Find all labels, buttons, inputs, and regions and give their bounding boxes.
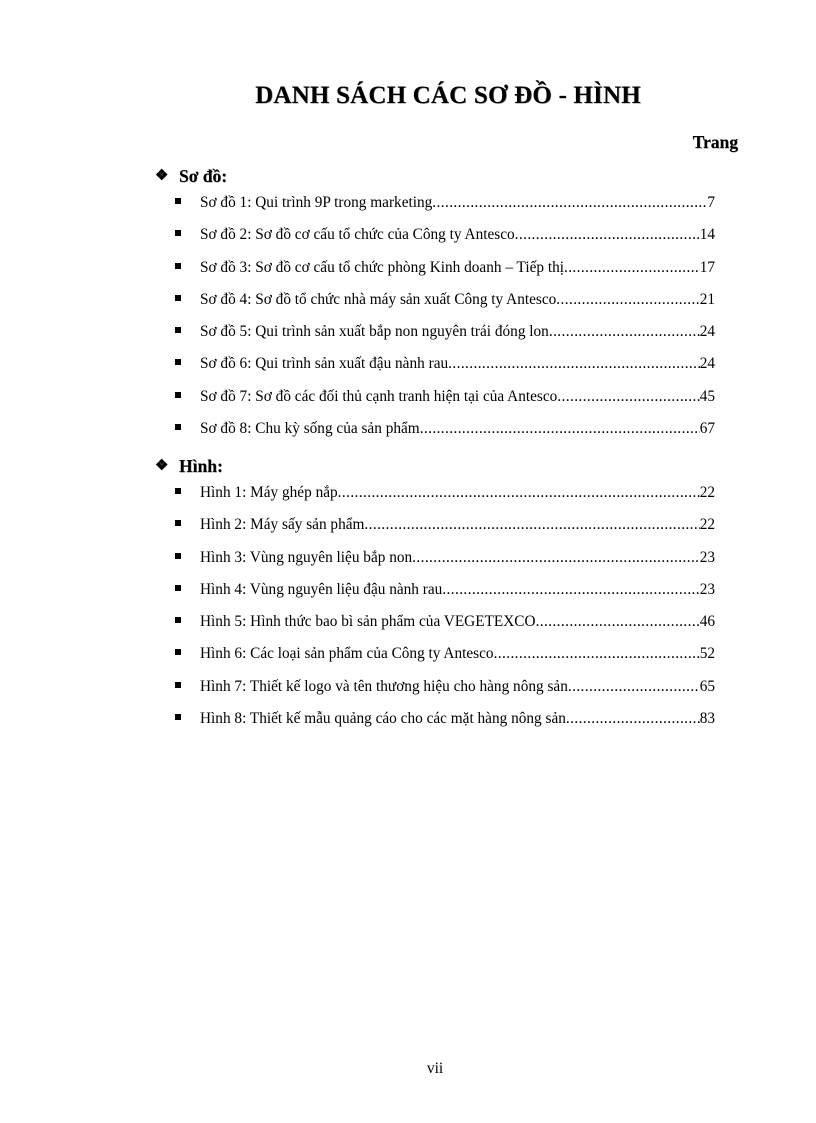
dot-leader <box>494 645 700 663</box>
square-bullet-icon <box>175 359 181 365</box>
square-bullet-icon <box>175 198 181 204</box>
entry-page-number: 24 <box>699 323 715 341</box>
list-item[interactable] <box>175 678 715 710</box>
square-bullet-icon <box>175 714 181 720</box>
entry-page-number: 22 <box>699 484 715 501</box>
square-bullet-icon <box>175 520 181 526</box>
dot-leader <box>566 710 700 728</box>
entry-list <box>175 194 715 452</box>
square-bullet-icon <box>175 617 181 623</box>
dot-leader <box>338 484 700 502</box>
list-item[interactable] <box>175 613 715 645</box>
section-heading-label: Sơ đồ: <box>179 165 228 186</box>
entry-label: Sơ đồ 1: Qui trình 9P trong marketing <box>200 194 433 211</box>
page-title: DANH SÁCH CÁC SƠ ĐỒ - HÌNH <box>255 82 641 109</box>
section-heading-label: Hình: <box>179 455 223 476</box>
entry-label: Sơ đồ 7: Sơ đồ các đối thủ cạnh tranh hiện tại của Antesco <box>200 387 558 405</box>
list-item[interactable] <box>175 484 715 516</box>
list-item[interactable] <box>175 645 715 677</box>
square-bullet-icon <box>175 424 181 430</box>
entry-page-number: 52 <box>699 645 715 663</box>
list-item[interactable] <box>175 291 715 323</box>
entry-page-number: 21 <box>699 290 715 308</box>
entry-label: Sơ đồ 5: Qui trình sản xuất bắp non nguyên trái đóng lon <box>200 323 549 341</box>
dot-leader <box>549 323 700 341</box>
entry-label: Sơ đồ 2: Sơ đồ cơ cấu tổ chức của Công ty Antesco <box>200 226 515 244</box>
entry-label: Hình 5: Hình thức bao bì sản phẩm của VEGETEXCO <box>200 613 536 631</box>
dot-leader <box>568 678 700 696</box>
entry-page-number: 46 <box>699 613 715 631</box>
entry-page-number: 45 <box>699 387 715 405</box>
entry-page-number: 23 <box>699 548 715 566</box>
list-item[interactable] <box>175 388 715 420</box>
list-item[interactable] <box>175 226 715 258</box>
dot-leader <box>557 388 699 406</box>
list-item[interactable] <box>175 420 715 452</box>
entry-page-number: 14 <box>699 226 715 244</box>
square-bullet-icon <box>175 649 181 655</box>
entry-page-number: 23 <box>699 580 715 598</box>
list-item[interactable] <box>175 710 715 742</box>
dot-leader <box>432 194 707 212</box>
section-hinh <box>155 451 715 742</box>
entry-label: Sơ đồ 3: Sơ đồ cơ cấu tổ chức phòng Kinh doanh – Tiếp thị <box>200 258 564 276</box>
entry-label: Hình 2: Máy sấy sản phẩm <box>200 516 365 534</box>
entry-page-number: 22 <box>699 516 715 534</box>
list-item[interactable] <box>175 355 715 387</box>
entry-page-number: 67 <box>699 420 715 438</box>
entry-label: Hình 8: Thiết kế mẫu quảng cáo cho các mặt hàng nông sản <box>200 710 566 728</box>
list-item[interactable] <box>175 194 715 226</box>
list-item[interactable] <box>175 323 715 355</box>
dot-leader <box>515 226 700 244</box>
entry-page-number: 17 <box>699 258 715 276</box>
dot-leader <box>556 291 699 309</box>
square-bullet-icon <box>175 585 181 591</box>
square-bullet-icon <box>175 488 181 494</box>
entry-label: Sơ đồ 8: Chu kỳ sống của sản phẩm <box>200 420 420 438</box>
dot-leader <box>536 613 700 631</box>
dot-leader <box>448 355 700 373</box>
entry-label: Hình 4: Vùng nguyên liệu đậu nành rau <box>200 580 443 598</box>
section-so-do <box>155 161 715 452</box>
square-bullet-icon <box>175 263 181 269</box>
square-bullet-icon <box>175 327 181 333</box>
entry-label: Sơ đồ 6: Qui trình sản xuất đậu nành rau <box>200 355 449 373</box>
entry-label: Hình 3: Vùng nguyên liệu bắp non <box>200 548 413 566</box>
entry-page-number: 24 <box>699 355 715 373</box>
list-item[interactable] <box>175 516 715 548</box>
entry-page-number: 65 <box>699 677 715 695</box>
list-item[interactable] <box>175 581 715 613</box>
footer-page-number: vii <box>426 1060 444 1077</box>
dot-leader <box>442 581 699 599</box>
square-bullet-icon <box>175 230 181 236</box>
entry-page-number: 83 <box>699 710 715 728</box>
diamond-bullet-icon: ❖ <box>155 457 169 474</box>
entry-list <box>175 484 715 742</box>
square-bullet-icon <box>175 392 181 398</box>
entry-label: Hình 1: Máy ghép nắp <box>200 484 338 501</box>
square-bullet-icon <box>175 553 181 559</box>
entry-label: Hình 6: Các loại sản phẩm của Công ty Antesco <box>200 645 494 663</box>
diamond-bullet-icon: ❖ <box>155 167 169 184</box>
square-bullet-icon <box>175 682 181 688</box>
list-item[interactable] <box>175 549 715 581</box>
dot-leader <box>564 259 700 277</box>
page-column-header: Trang <box>692 132 738 152</box>
dot-leader <box>364 516 699 534</box>
entry-label: Sơ đồ 4: Sơ đồ tổ chức nhà máy sản xuất Công ty Antesco <box>200 290 557 308</box>
list-item[interactable] <box>175 259 715 291</box>
dot-leader <box>412 549 700 567</box>
square-bullet-icon <box>175 295 181 301</box>
entry-label: Hình 7: Thiết kế logo và tên thương hiệu cho hàng nông sản <box>200 677 568 695</box>
dot-leader <box>420 420 700 438</box>
entry-page-number: 7 <box>707 194 715 211</box>
section-heading <box>155 451 715 481</box>
section-heading <box>155 161 715 191</box>
